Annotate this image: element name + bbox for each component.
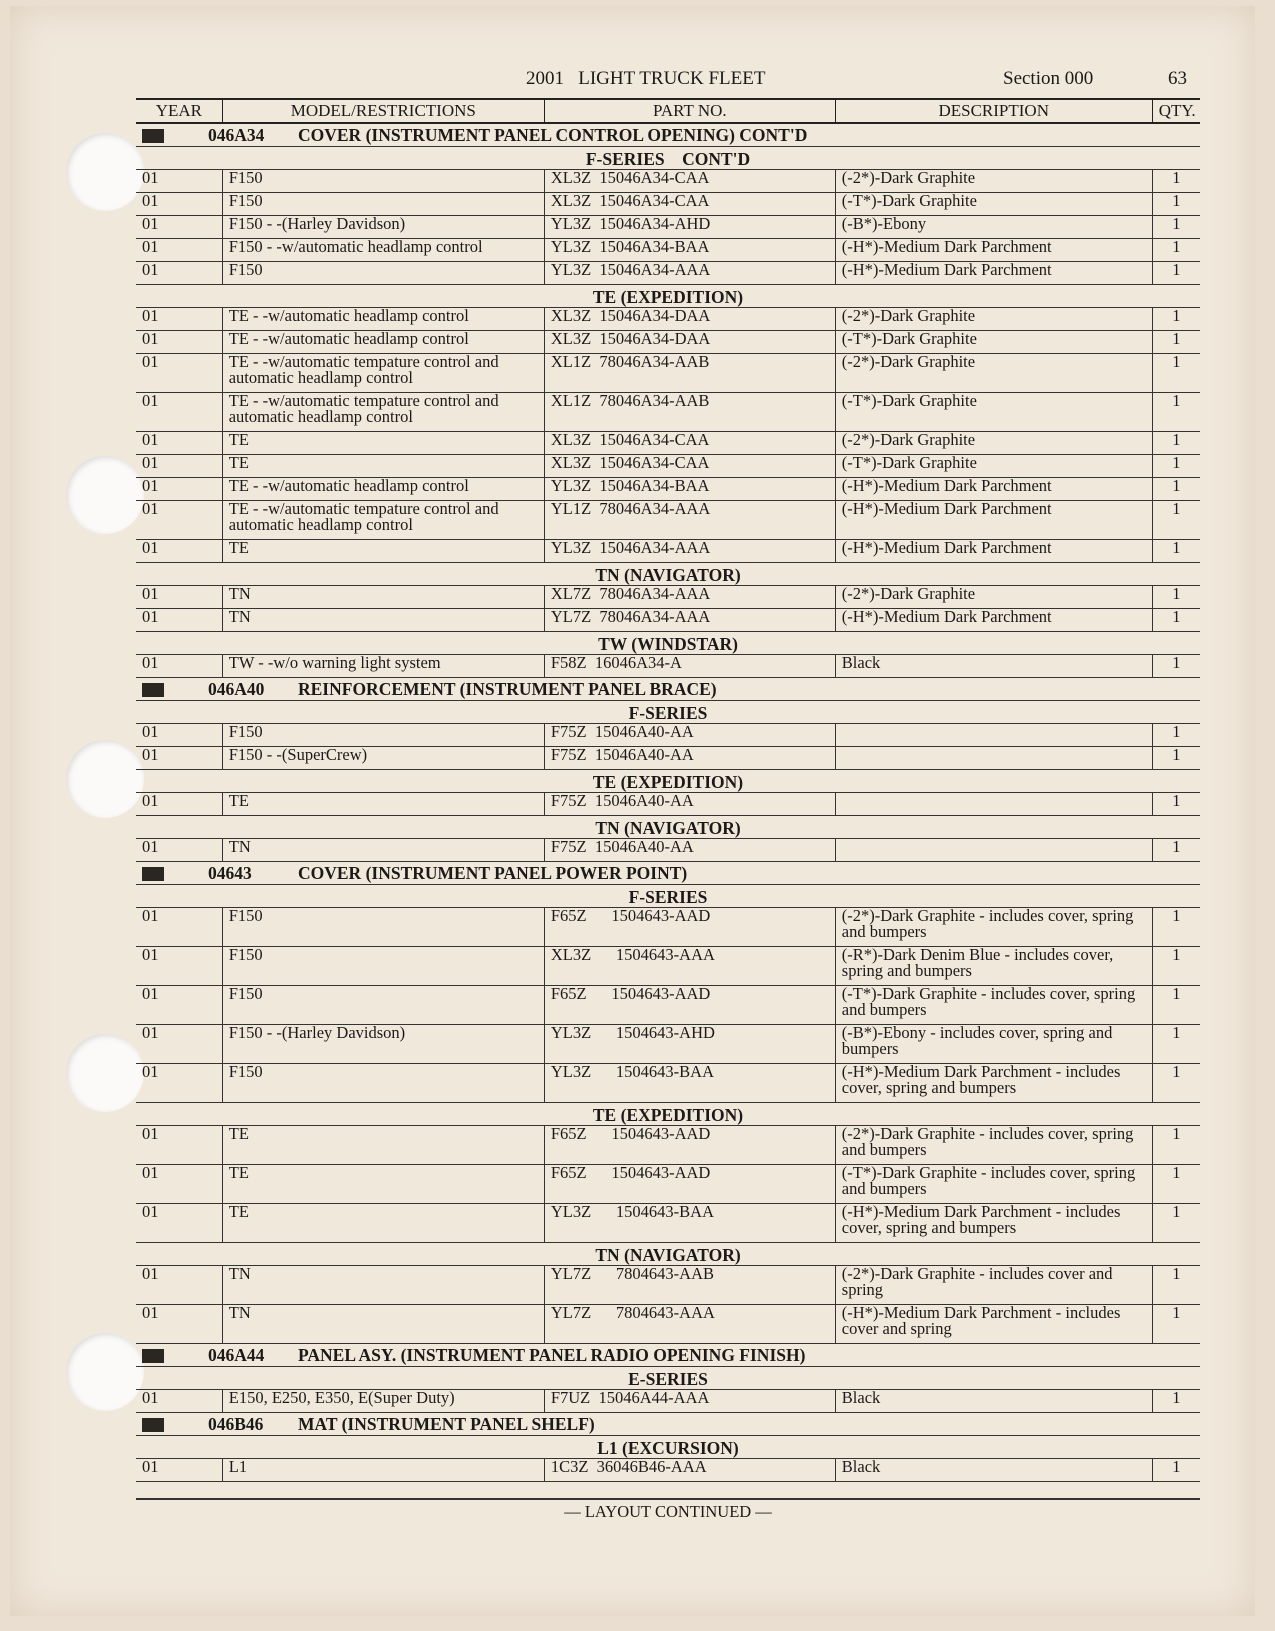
cell-description: (-H*)-Medium Dark Parchment: [835, 239, 1152, 262]
cell-model: TE - -w/automatic headlamp control: [222, 308, 544, 331]
cell-qty: 1: [1152, 1459, 1200, 1482]
cell-description: (-H*)-Medium Dark Parchment: [835, 478, 1152, 501]
cell-description: (-H*)-Medium Dark Parchment: [835, 501, 1152, 540]
cell-description: (-R*)-Dark Denim Blue - includes cover, spring and bumpers: [835, 947, 1152, 986]
table-row: [136, 478, 1200, 501]
cell-model: TE: [222, 455, 544, 478]
cell-part-no: XL3Z 15046A34-CAA: [544, 193, 835, 216]
cell-description: (-B*)-Ebony - includes cover, spring and bumpers: [835, 1025, 1152, 1064]
cell-qty: 1: [1152, 724, 1200, 747]
table-row: [136, 331, 1200, 354]
table-row: [136, 216, 1200, 239]
cell-year: 01: [136, 501, 222, 540]
series-title: TE (EXPEDITION): [136, 770, 1200, 793]
cell-model: F150 - -(Harley Davidson): [222, 1025, 544, 1064]
cell-description: [835, 793, 1152, 816]
cell-description: (-T*)-Dark Graphite: [835, 331, 1152, 354]
cell-part-no: YL3Z 15046A34-AAA: [544, 262, 835, 285]
cell-part-no: YL3Z 15046A34-AHD: [544, 216, 835, 239]
col-part: PART NO.: [544, 99, 835, 123]
bullet-square-icon: [142, 129, 164, 143]
cell-year: 01: [136, 455, 222, 478]
cell-qty: 1: [1152, 170, 1200, 193]
cell-year: 01: [136, 432, 222, 455]
table-row: [136, 908, 1200, 947]
bullet-square-icon: [142, 683, 164, 697]
cell-part-no: YL3Z 1504643-BAA: [544, 1064, 835, 1103]
cell-qty: 1: [1152, 1165, 1200, 1204]
table-row: [136, 432, 1200, 455]
cell-year: 01: [136, 1204, 222, 1243]
cell-qty: 1: [1152, 432, 1200, 455]
cell-model: F150: [222, 170, 544, 193]
cell-part-no: YL7Z 7804643-AAA: [544, 1305, 835, 1344]
cell-description: (-B*)-Ebony: [835, 216, 1152, 239]
cell-model: F150 - -w/automatic headlamp control: [222, 239, 544, 262]
cell-part-no: XL3Z 15046A34-CAA: [544, 432, 835, 455]
cell-year: 01: [136, 655, 222, 678]
cell-qty: 1: [1152, 216, 1200, 239]
cell-year: 01: [136, 609, 222, 632]
table-row: [136, 839, 1200, 862]
table-row: [136, 1305, 1200, 1344]
cell-description: (-2*)-Dark Graphite: [835, 432, 1152, 455]
cell-model: L1: [222, 1459, 544, 1482]
cell-year: 01: [136, 216, 222, 239]
page-title: 2001 LIGHT TRUCK FLEET: [526, 68, 766, 89]
cell-model: TE: [222, 540, 544, 563]
column-header-row: [136, 99, 1200, 123]
cell-description: (-2*)-Dark Graphite - includes cover, spring and bumpers: [835, 1126, 1152, 1165]
part-group-row: [136, 678, 1200, 701]
cell-model: TN: [222, 839, 544, 862]
cell-year: 01: [136, 393, 222, 432]
cell-model: F150: [222, 908, 544, 947]
table-row: [136, 609, 1200, 632]
cell-description: (-H*)-Medium Dark Parchment - includes cover and spring: [835, 1305, 1152, 1344]
cell-description: (-2*)-Dark Graphite: [835, 308, 1152, 331]
cell-part-no: F65Z 1504643-AAD: [544, 908, 835, 947]
cell-year: 01: [136, 586, 222, 609]
cell-year: 01: [136, 947, 222, 986]
cell-year: 01: [136, 724, 222, 747]
cell-model: TE: [222, 1204, 544, 1243]
cell-year: 01: [136, 1390, 222, 1413]
series-heading-row: [136, 563, 1200, 586]
cell-part-no: XL3Z 1504643-AAA: [544, 947, 835, 986]
table-row: [136, 1064, 1200, 1103]
cell-description: (-2*)-Dark Graphite: [835, 586, 1152, 609]
cell-year: 01: [136, 1459, 222, 1482]
cell-qty: 1: [1152, 1266, 1200, 1305]
group-number: 04643: [208, 862, 252, 883]
cell-qty: 1: [1152, 1126, 1200, 1165]
cell-model: TE: [222, 1126, 544, 1165]
cell-qty: 1: [1152, 908, 1200, 947]
cell-description: Black: [835, 1459, 1152, 1482]
cell-qty: 1: [1152, 331, 1200, 354]
cell-model: TN: [222, 609, 544, 632]
cell-qty: 1: [1152, 354, 1200, 393]
cell-model: F150 - -(Harley Davidson): [222, 216, 544, 239]
cell-qty: 1: [1152, 478, 1200, 501]
cell-qty: 1: [1152, 501, 1200, 540]
cell-part-no: YL7Z 7804643-AAB: [544, 1266, 835, 1305]
series-title: TN (NAVIGATOR): [136, 816, 1200, 839]
cell-qty: 1: [1152, 393, 1200, 432]
cell-description: (-H*)-Medium Dark Parchment: [835, 540, 1152, 563]
cell-part-no: F75Z 15046A40-AA: [544, 747, 835, 770]
cell-description: (-H*)-Medium Dark Parchment: [835, 609, 1152, 632]
table-row: [136, 947, 1200, 986]
cell-model: F150: [222, 1064, 544, 1103]
table-row: [136, 1126, 1200, 1165]
table-row: [136, 262, 1200, 285]
cell-year: 01: [136, 1305, 222, 1344]
parts-table: [136, 98, 1200, 1482]
group-title: COVER (INSTRUMENT PANEL CONTROL OPENING) CONT'D: [298, 124, 808, 145]
cell-qty: 1: [1152, 793, 1200, 816]
group-number: 046A44: [208, 1344, 265, 1365]
section-label: Section 000: [1003, 68, 1094, 89]
cell-qty: 1: [1152, 947, 1200, 986]
table-row: [136, 239, 1200, 262]
series-heading-row: [136, 1243, 1200, 1266]
cell-part-no: F58Z 16046A34-A: [544, 655, 835, 678]
cell-year: 01: [136, 986, 222, 1025]
binder-hole: [66, 1333, 144, 1411]
cell-model: TW - -w/o warning light system: [222, 655, 544, 678]
cell-part-no: YL3Z 1504643-AHD: [544, 1025, 835, 1064]
group-number: 046B46: [208, 1413, 264, 1434]
cell-qty: 1: [1152, 455, 1200, 478]
binder-hole: [66, 740, 144, 818]
series-title: TN (NAVIGATOR): [136, 563, 1200, 586]
table-row: [136, 354, 1200, 393]
cell-model: F150: [222, 262, 544, 285]
cell-part-no: XL7Z 78046A34-AAA: [544, 586, 835, 609]
cell-year: 01: [136, 193, 222, 216]
cell-qty: 1: [1152, 308, 1200, 331]
part-group-heading: [136, 862, 1200, 885]
cell-description: (-2*)-Dark Graphite: [835, 170, 1152, 193]
series-heading-row: [136, 147, 1200, 170]
table-row: [136, 724, 1200, 747]
series-title: F-SERIES: [136, 885, 1200, 908]
cell-qty: 1: [1152, 1204, 1200, 1243]
cell-model: TN: [222, 1305, 544, 1344]
series-title: F-SERIES: [136, 701, 1200, 724]
cell-year: 01: [136, 262, 222, 285]
cell-description: (-H*)-Medium Dark Parchment - includes cover, spring and bumpers: [835, 1064, 1152, 1103]
cell-description: Black: [835, 655, 1152, 678]
cell-description: (-H*)-Medium Dark Parchment: [835, 262, 1152, 285]
part-group-row: [136, 862, 1200, 885]
binder-hole: [66, 1034, 144, 1112]
cell-year: 01: [136, 1025, 222, 1064]
table-row: [136, 1165, 1200, 1204]
cell-qty: 1: [1152, 239, 1200, 262]
cell-part-no: YL7Z 78046A34-AAA: [544, 609, 835, 632]
cell-description: (-T*)-Dark Graphite - includes cover, spring and bumpers: [835, 986, 1152, 1025]
cell-part-no: 1C3Z 36046B46-AAA: [544, 1459, 835, 1482]
part-group-row: [136, 123, 1200, 147]
cell-description: [835, 839, 1152, 862]
cell-year: 01: [136, 540, 222, 563]
group-title: COVER (INSTRUMENT PANEL POWER POINT): [298, 862, 688, 883]
cell-part-no: XL3Z 15046A34-CAA: [544, 170, 835, 193]
col-qty: QTY.: [1152, 99, 1200, 123]
table-row: [136, 1266, 1200, 1305]
part-group-row: [136, 1344, 1200, 1367]
cell-part-no: YL3Z 15046A34-BAA: [544, 478, 835, 501]
cell-model: TE - -w/automatic tempature control and automatic headlamp control: [222, 501, 544, 540]
series-heading-row: [136, 285, 1200, 308]
series-heading-row: [136, 770, 1200, 793]
cell-description: (-2*)-Dark Graphite - includes cover, spring and bumpers: [835, 908, 1152, 947]
cell-model: F150: [222, 193, 544, 216]
table-row: [136, 655, 1200, 678]
part-group-row: [136, 1413, 1200, 1436]
footer-continued: — LAYOUT CONTINUED —: [136, 1498, 1200, 1522]
cell-qty: 1: [1152, 586, 1200, 609]
cell-part-no: YL3Z 15046A34-AAA: [544, 540, 835, 563]
table-row: [136, 540, 1200, 563]
cell-part-no: YL3Z 15046A34-BAA: [544, 239, 835, 262]
table-row: [136, 1390, 1200, 1413]
col-year: YEAR: [136, 99, 222, 123]
part-group-heading: [136, 678, 1200, 701]
page-header: [136, 68, 1200, 94]
cell-part-no: YL3Z 1504643-BAA: [544, 1204, 835, 1243]
part-group-heading: [136, 1344, 1200, 1367]
cell-model: F150 - -(SuperCrew): [222, 747, 544, 770]
cell-part-no: XL3Z 15046A34-CAA: [544, 455, 835, 478]
table-row: [136, 986, 1200, 1025]
table-row: [136, 393, 1200, 432]
cell-year: 01: [136, 308, 222, 331]
series-heading-row: [136, 701, 1200, 724]
series-title: TE (EXPEDITION): [136, 1103, 1200, 1126]
binder-hole: [66, 133, 144, 211]
part-group-heading: [136, 123, 1200, 147]
cell-description: (-T*)-Dark Graphite - includes cover, spring and bumpers: [835, 1165, 1152, 1204]
cell-model: TE - -w/automatic headlamp control: [222, 331, 544, 354]
cell-qty: 1: [1152, 1390, 1200, 1413]
cell-year: 01: [136, 478, 222, 501]
cell-part-no: F65Z 1504643-AAD: [544, 1126, 835, 1165]
table-row: [136, 308, 1200, 331]
cell-year: 01: [136, 793, 222, 816]
series-title: TW (WINDSTAR): [136, 632, 1200, 655]
series-heading-row: [136, 632, 1200, 655]
table-row: [136, 193, 1200, 216]
group-title: REINFORCEMENT (INSTRUMENT PANEL BRACE): [298, 678, 717, 699]
cell-model: TN: [222, 1266, 544, 1305]
series-heading-row: [136, 816, 1200, 839]
cell-description: (-T*)-Dark Graphite: [835, 455, 1152, 478]
table-row: [136, 1204, 1200, 1243]
cell-part-no: F7UZ 15046A44-AAA: [544, 1390, 835, 1413]
group-title: PANEL ASY. (INSTRUMENT PANEL RADIO OPENING FINISH): [298, 1344, 806, 1365]
cell-part-no: F75Z 15046A40-AA: [544, 793, 835, 816]
cell-description: (-T*)-Dark Graphite: [835, 193, 1152, 216]
cell-model: F150: [222, 724, 544, 747]
cell-qty: 1: [1152, 262, 1200, 285]
series-title: F-SERIES CONT'D: [136, 147, 1200, 170]
cell-model: TE - -w/automatic tempature control and automatic headlamp control: [222, 393, 544, 432]
parts-table-container: [136, 98, 1200, 1482]
cell-model: TE - -w/automatic headlamp control: [222, 478, 544, 501]
cell-part-no: XL1Z 78046A34-AAB: [544, 354, 835, 393]
series-title: L1 (EXCURSION): [136, 1436, 1200, 1459]
cell-year: 01: [136, 1165, 222, 1204]
cell-qty: 1: [1152, 609, 1200, 632]
table-row: [136, 586, 1200, 609]
cell-year: 01: [136, 747, 222, 770]
series-heading-row: [136, 1436, 1200, 1459]
group-title: MAT (INSTRUMENT PANEL SHELF): [298, 1413, 595, 1434]
binder-hole: [66, 456, 144, 534]
cell-part-no: F65Z 1504643-AAD: [544, 1165, 835, 1204]
series-heading-row: [136, 885, 1200, 908]
bullet-square-icon: [142, 1349, 164, 1363]
cell-description: [835, 747, 1152, 770]
page-number: 63: [1168, 68, 1187, 89]
cell-part-no: YL1Z 78046A34-AAA: [544, 501, 835, 540]
cell-model: TE: [222, 1165, 544, 1204]
cell-qty: 1: [1152, 655, 1200, 678]
table-row: [136, 793, 1200, 816]
group-number: 046A34: [208, 124, 265, 145]
cell-year: 01: [136, 331, 222, 354]
cell-year: 01: [136, 354, 222, 393]
cell-qty: 1: [1152, 1305, 1200, 1344]
cell-qty: 1: [1152, 193, 1200, 216]
group-number: 046A40: [208, 678, 265, 699]
cell-part-no: F75Z 15046A40-AA: [544, 839, 835, 862]
cell-qty: 1: [1152, 839, 1200, 862]
cell-model: TE: [222, 432, 544, 455]
cell-model: E150, E250, E350, E(Super Duty): [222, 1390, 544, 1413]
cell-year: 01: [136, 170, 222, 193]
cell-model: TE - -w/automatic tempature control and automatic headlamp control: [222, 354, 544, 393]
cell-part-no: XL3Z 15046A34-DAA: [544, 308, 835, 331]
cell-description: (-H*)-Medium Dark Parchment - includes cover, spring and bumpers: [835, 1204, 1152, 1243]
cell-year: 01: [136, 908, 222, 947]
cell-model: TE: [222, 793, 544, 816]
cell-part-no: F65Z 1504643-AAD: [544, 986, 835, 1025]
series-title: E-SERIES: [136, 1367, 1200, 1390]
bullet-square-icon: [142, 1418, 164, 1432]
cell-description: [835, 724, 1152, 747]
cell-part-no: XL3Z 15046A34-DAA: [544, 331, 835, 354]
cell-qty: 1: [1152, 1064, 1200, 1103]
cell-description: (-T*)-Dark Graphite: [835, 393, 1152, 432]
cell-year: 01: [136, 239, 222, 262]
cell-part-no: F75Z 15046A40-AA: [544, 724, 835, 747]
table-row: [136, 1459, 1200, 1482]
cell-qty: 1: [1152, 986, 1200, 1025]
part-group-heading: [136, 1413, 1200, 1436]
col-model: MODEL/RESTRICTIONS: [222, 99, 544, 123]
cell-qty: 1: [1152, 747, 1200, 770]
cell-year: 01: [136, 839, 222, 862]
cell-year: 01: [136, 1266, 222, 1305]
cell-qty: 1: [1152, 540, 1200, 563]
cell-model: F150: [222, 986, 544, 1025]
series-heading-row: [136, 1103, 1200, 1126]
cell-year: 01: [136, 1064, 222, 1103]
table-row: [136, 455, 1200, 478]
table-row: [136, 501, 1200, 540]
series-title: TN (NAVIGATOR): [136, 1243, 1200, 1266]
bullet-square-icon: [142, 867, 164, 881]
cell-description: (-2*)-Dark Graphite - includes cover and spring: [835, 1266, 1152, 1305]
series-title: TE (EXPEDITION): [136, 285, 1200, 308]
cell-description: (-2*)-Dark Graphite: [835, 354, 1152, 393]
cell-model: F150: [222, 947, 544, 986]
table-row: [136, 747, 1200, 770]
table-row: [136, 170, 1200, 193]
cell-qty: 1: [1152, 1025, 1200, 1064]
cell-model: TN: [222, 586, 544, 609]
series-heading-row: [136, 1367, 1200, 1390]
col-description: DESCRIPTION: [835, 99, 1152, 123]
cell-year: 01: [136, 1126, 222, 1165]
cell-part-no: XL1Z 78046A34-AAB: [544, 393, 835, 432]
table-row: [136, 1025, 1200, 1064]
cell-description: Black: [835, 1390, 1152, 1413]
